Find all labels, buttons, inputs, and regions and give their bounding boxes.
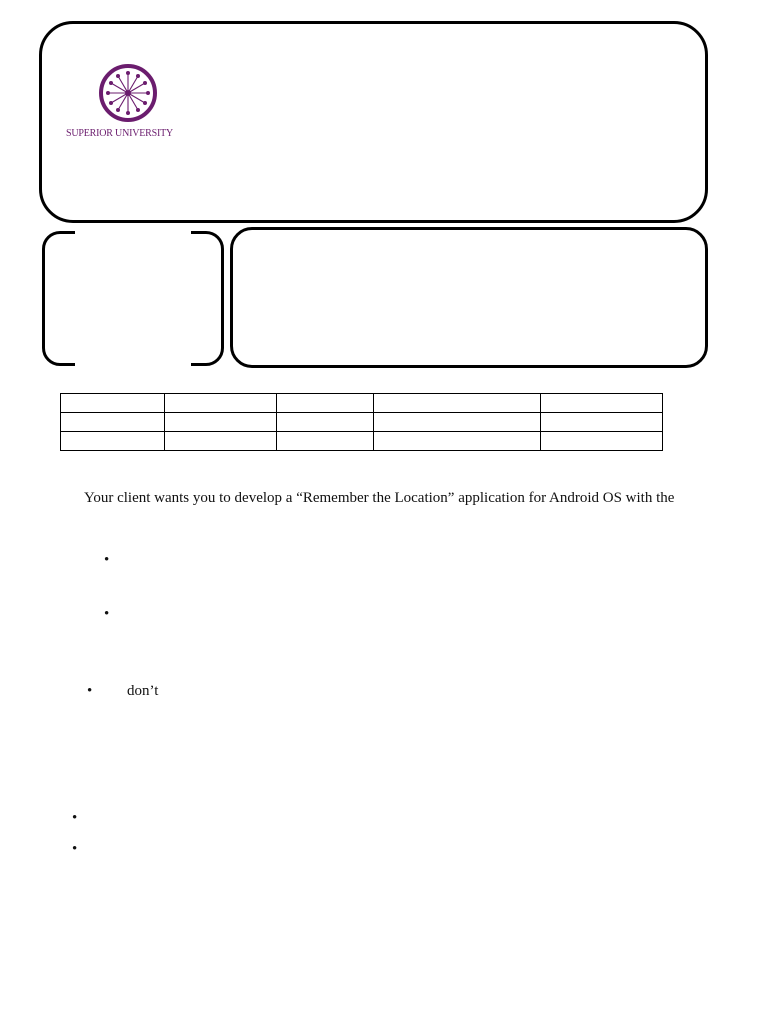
table-row xyxy=(61,413,663,432)
bullet-point: • xyxy=(87,683,93,699)
intro-paragraph: Your client wants you to develop a “Remember the Location” application for Android OS with the xyxy=(84,490,675,506)
right-info-frame xyxy=(230,227,708,368)
bullet-point: • xyxy=(104,552,110,568)
table-row xyxy=(61,432,663,451)
table-cell xyxy=(61,413,165,432)
table-cell xyxy=(277,413,374,432)
table-cell xyxy=(165,394,277,413)
table-cell xyxy=(277,394,374,413)
table-cell xyxy=(541,413,663,432)
table-cell xyxy=(165,432,277,451)
university-logo xyxy=(66,64,190,144)
bullet-point: • xyxy=(72,810,78,826)
logo-emblem-icon xyxy=(66,64,190,126)
table-cell xyxy=(61,394,165,413)
table-row xyxy=(61,394,663,413)
table-cell xyxy=(277,432,374,451)
table-cell xyxy=(374,394,541,413)
info-table xyxy=(60,393,663,451)
bullet-text: don’t xyxy=(127,683,159,699)
bullet-point: • xyxy=(104,606,110,622)
logo-text: SUPERIOR UNIVERSITY xyxy=(66,128,174,139)
table-cell xyxy=(541,394,663,413)
table-cell xyxy=(165,413,277,432)
frame-gap xyxy=(75,230,191,367)
bullet-point: • xyxy=(72,841,78,857)
left-info-frame xyxy=(42,231,224,366)
table-cell xyxy=(541,432,663,451)
table-cell xyxy=(374,413,541,432)
table-cell xyxy=(374,432,541,451)
table-cell xyxy=(61,432,165,451)
